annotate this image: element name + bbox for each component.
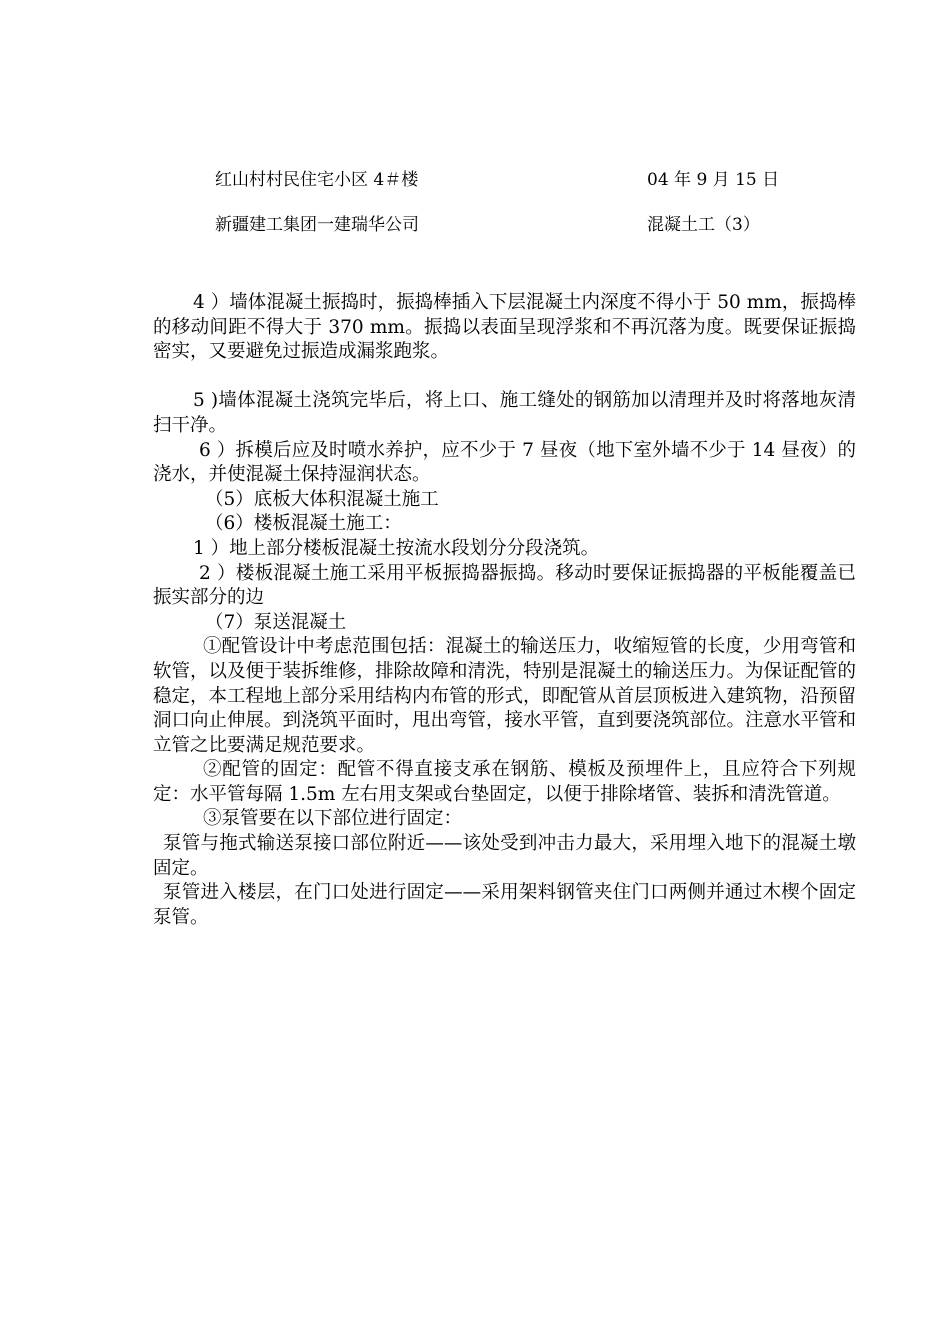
document-body bbox=[153, 291, 856, 930]
paragraph-pump-connection: 泵管与拖式输送泵接口部位附近——该处受到冲击力最大，采用埋入地下的混凝土墩固定。 bbox=[153, 833, 856, 879]
paragraph-floor-vibration: 2 ）楼板混凝土施工采用平板振捣器振捣。移动时要保证振捣器的平板能覆盖已振实部分的边 bbox=[153, 562, 856, 609]
heading-base-slab: （5）底板大体积混凝土施工 bbox=[205, 488, 439, 510]
paragraph-floor-entry: 泵管进入楼层，在门口处进行固定——采用架料钢管夹住门口两侧并通过木楔个固定泵管。 bbox=[153, 882, 856, 928]
header-row-project bbox=[215, 168, 815, 192]
paragraph-pipe-design: ①配管设计中考虑范围包括：混凝土的输送压力，收缩短管的长度，少用弯管和软管，以及便于装拆维修，排除故障和清洗，特别是混凝土的输送压力。为保证配管的稳定，本工程地上部分采用结构内布管的形式，即配管从首层顶板进入建筑物，沿预留洞口向止伸展。到浇筑平面时，甩出弯管，接水平管，直到要浇筑部位。注意水平管和立管之比要满足规范要求。 bbox=[153, 636, 857, 756]
paragraph-spacer bbox=[153, 365, 856, 390]
paragraph-wall-vibration: 4 ）墙体混凝土振捣时，振捣棒插入下层混凝土内深度不得小于 50 mm，振捣棒的移动间距不得大于 370 mm。振捣以表面呈现浮浆和不再沉落为度。既要保证振捣密实，又要避免过振造成漏浆跑浆。 bbox=[153, 292, 856, 363]
paragraph-curing: 6 ）拆模后应及时喷水养护，应不少于 7 昼夜（地下室外墙不少于 14 昼夜）的浇水，并使混凝土保持湿润状态。 bbox=[153, 439, 856, 486]
header-row-company bbox=[215, 213, 815, 237]
paragraph-pipe-fix-locations: ③泵管要在以下部位进行固定： bbox=[203, 808, 463, 830]
project-name: 红山村村民住宅小区 4＃楼 bbox=[215, 170, 419, 190]
paragraph-floor-pouring: 1 ）地上部分楼板混凝土按流水段划分分段浇筑。 bbox=[193, 537, 600, 559]
paragraph-wall-cleanup: 5 )墙体混凝土浇筑完毕后，将上口、施工缝处的钢筋加以清理并及时将落地灰清扫干净。 bbox=[153, 390, 856, 436]
company-name: 新疆建工集团一建瑞华公司 bbox=[215, 215, 419, 235]
document-date: 04 年 9 月 15 日 bbox=[647, 170, 780, 190]
paragraph-pipe-fixing: ②配管的固定：配管不得直接支承在钢筋、模板及预埋件上，且应符合下列规定：水平管每隔 1.5m 左右用支架或台垫固定，以便于排除堵管、装拆和清洗管道。 bbox=[153, 759, 856, 805]
heading-floor-slab: （6）楼板混凝土施工： bbox=[205, 513, 402, 535]
section-title: 混凝土工（3） bbox=[647, 215, 760, 235]
heading-pumping: （7）泵送混凝土 bbox=[205, 611, 347, 633]
